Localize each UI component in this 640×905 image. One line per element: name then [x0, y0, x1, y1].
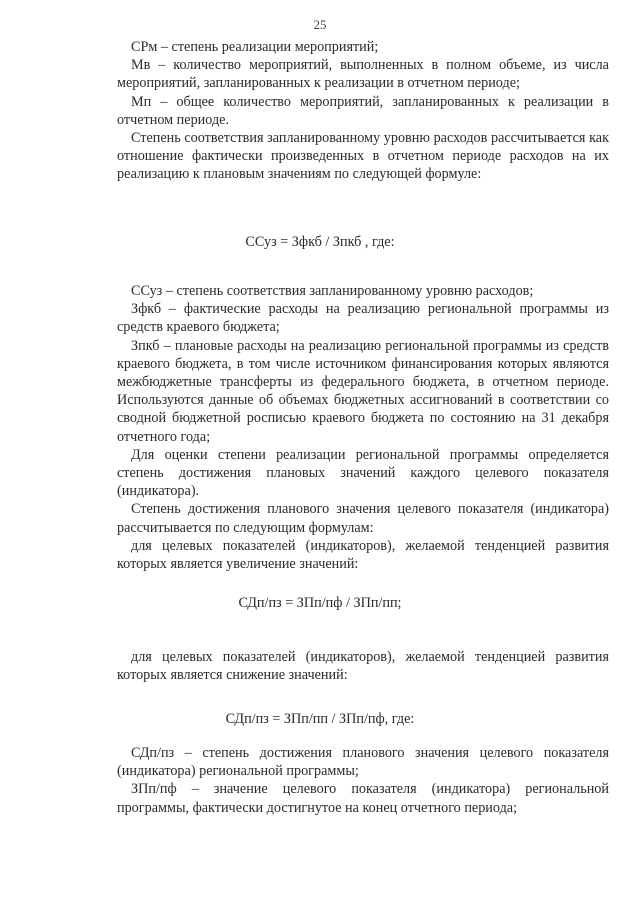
text-block-decrease	[117, 648, 609, 684]
page-number: 25	[313, 17, 327, 32]
text-block-definitions-3	[117, 744, 609, 817]
paragraph: Зфкб – фактические расходы на реализацию региональной программы из средств краевого бюджета;	[117, 301, 609, 336]
paragraph: Для оценки степени реализации региональной программы определяется степень достижения плановых значений каждого целевого показателя (индикатора).	[117, 446, 609, 500]
paragraph: Степень достижения планового значения целевого показателя (индикатора) рассчитывается по следующим формулам:	[117, 501, 609, 536]
formula-decrease: СДп/пз = ЗПп/пп / ЗПп/пф, где:	[225, 711, 415, 727]
paragraph: Мв – количество мероприятий, выполненных в полном объеме, из числа мероприятий, запланированных к реализации в отчетном периоде;	[117, 57, 609, 92]
paragraph: для целевых показателей (индикаторов), желаемой тенденцией развития которых является снижение значений:	[117, 649, 609, 684]
paragraph: СДп/пз – степень достижения планового значения целевого показателя (индикатора) региональной программы;	[117, 745, 609, 780]
paragraph: СРм – степень реализации мероприятий;	[131, 39, 379, 55]
formula-expense-compliance: ССуз = Зфкб / Зпкб , где:	[245, 234, 395, 250]
paragraph: Зпкб – плановые расходы на реализацию региональной программы из средств краевого бюджета, в том числе источником финансирования которых являются межбюджетные трансферты из федерального бюджета, в отчетном периоде. Используются данные об объемах бюджетных ассигнований в соответствии со сводной бюджетной росписью краевого бюджета по состоянию на 31 декабря отчетного года;	[117, 337, 609, 445]
paragraph: ЗПп/пф – значение целевого показателя (индикатора) региональной программы, фактически достигнутое на конец отчетного периода;	[117, 781, 609, 816]
paragraph: для целевых показателей (индикаторов), желаемой тенденцией развития которых является увеличение значений:	[117, 537, 609, 573]
paragraph: Степень соответствия запланированному уровню расходов рассчитывается как отношение фактически произведенных в отчетном периоде расходов на их реализацию к плановым значениям по следующей формуле:	[117, 130, 609, 183]
formula-increase: СДп/пз = ЗПп/пф / ЗПп/пп;	[238, 595, 402, 611]
text-block-definitions-2	[117, 282, 609, 573]
text-block-definitions-1	[117, 38, 609, 184]
paragraph: ССуз – степень соответствия запланированному уровню расходов;	[131, 283, 534, 299]
paragraph: Мп – общее количество мероприятий, запланированных к реализации в отчетном периоде.	[117, 93, 609, 128]
